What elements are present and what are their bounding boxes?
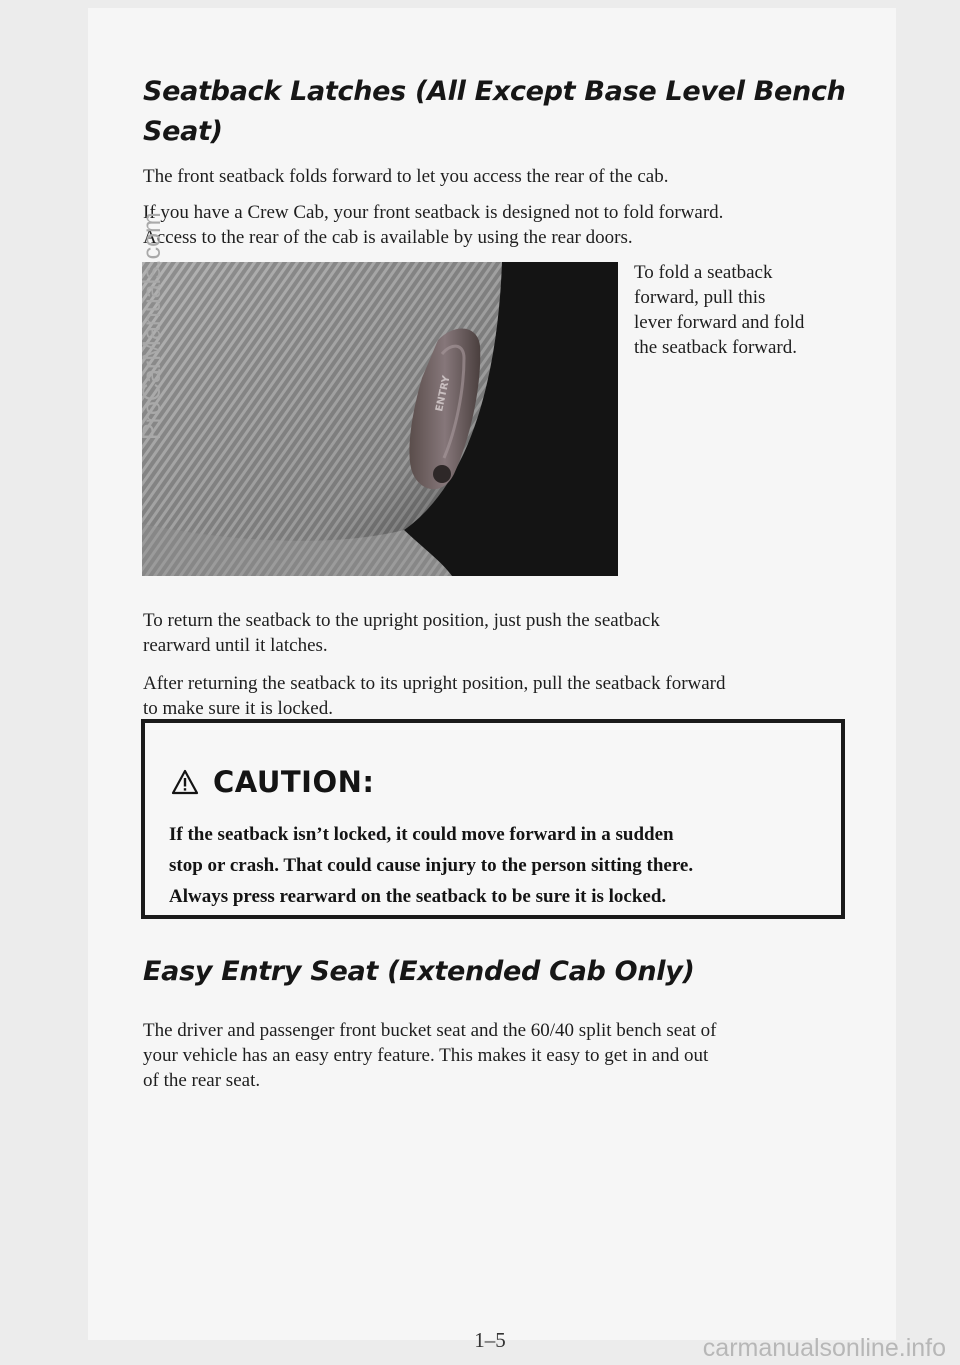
section-heading-seatback-latches (143, 72, 846, 152)
paragraph-line: rearward until it latches. (143, 635, 328, 656)
caution-message (169, 819, 829, 912)
caption-line: forward, pull this (634, 287, 766, 308)
paragraph-return-upright (143, 608, 660, 658)
heading-line-1: Seatback Latches (All Except Base Level Bench (143, 76, 846, 107)
caution-label: CAUTION: (213, 765, 375, 799)
caption-line: lever forward and fold (634, 312, 805, 333)
heading-line-2: Seat) (143, 116, 223, 147)
paragraph-make-sure-locked (143, 671, 726, 721)
photo-caption (634, 260, 804, 360)
page-number: 1–5 (474, 1328, 506, 1352)
paragraph-line: to make sure it is locked. (143, 698, 333, 719)
watermark-side: ProCarManuals.com (138, 212, 166, 440)
section-heading-easy-entry: Easy Entry Seat (Extended Cab Only) (143, 956, 695, 987)
warning-triangle-icon (171, 769, 199, 795)
watermark-bottom: carmanualsonline.info (702, 1334, 946, 1362)
paragraph-line: your vehicle has an easy entry feature. This makes it easy to get in and out (143, 1045, 709, 1066)
caption-line: To fold a seatback (634, 262, 773, 283)
paragraph-line: After returning the seatback to its upright position, pull the seatback forward (143, 673, 726, 694)
caption-line: the seatback forward. (634, 337, 798, 358)
lever-label: ENTRY (434, 374, 453, 413)
caution-title (171, 765, 374, 799)
caution-line: If the seatback isn’t locked, it could move forward in a sudden (169, 824, 674, 845)
paragraph-crew-cab (143, 200, 723, 250)
paragraph-fold-forward: The front seatback folds forward to let you access the rear of the cab. (143, 166, 669, 187)
caution-line: stop or crash. That could cause injury to the person sitting there. (169, 855, 694, 876)
paragraph-line: To return the seatback to the upright position, just push the seatback (143, 610, 660, 631)
paragraph-line: If you have a Crew Cab, your front seatback is designed not to fold forward. (143, 202, 724, 223)
paragraph-line: The driver and passenger front bucket seat and the 60/40 split bench seat of (143, 1020, 717, 1041)
caution-box (141, 719, 845, 919)
caution-line: Always press rearward on the seatback to be sure it is locked. (169, 886, 667, 907)
paragraph-line: of the rear seat. (143, 1070, 261, 1091)
paragraph-easy-entry (143, 1018, 717, 1093)
paragraph-line: Access to the rear of the cab is available by using the rear doors. (143, 227, 633, 248)
seatback-lever-illustration (142, 262, 618, 576)
seatback-lever-photo (142, 262, 618, 576)
